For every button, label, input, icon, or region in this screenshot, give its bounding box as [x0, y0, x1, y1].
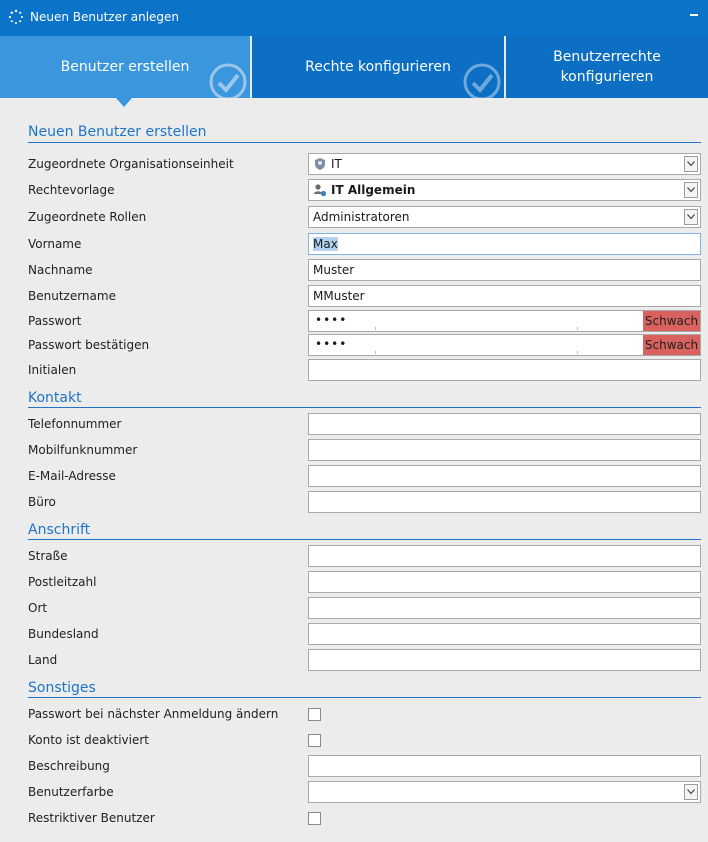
first-name-input[interactable]	[308, 233, 701, 255]
loading-spinner-icon	[8, 9, 24, 25]
wizard-step-configure-user-rights[interactable]	[506, 36, 708, 98]
phone-input[interactable]	[308, 413, 701, 435]
minimize-button[interactable]	[686, 5, 702, 21]
description-input[interactable]	[308, 755, 701, 777]
street-input[interactable]	[308, 545, 701, 567]
mobile-label: Mobilfunknummer	[28, 443, 138, 457]
email-input[interactable]	[308, 465, 701, 487]
password-input[interactable]	[308, 310, 701, 332]
user-color-label: Benutzerfarbe	[28, 785, 114, 799]
title-bar	[0, 0, 708, 36]
password-confirm-strength-badge: Schwach	[643, 335, 700, 355]
roles-value: Administratoren	[313, 210, 410, 224]
password-confirm-label: Passwort bestätigen	[28, 338, 150, 352]
change-pw-next-login-checkbox[interactable]	[308, 708, 321, 721]
password-strength-badge: Schwach	[643, 311, 700, 331]
org-unit-label: Zugeordnete Organisationseinheit	[28, 157, 234, 171]
restrictive-user-checkbox[interactable]	[308, 812, 321, 825]
wizard-steps	[0, 36, 708, 98]
last-name-label: Nachname	[28, 263, 93, 277]
chevron-down-icon[interactable]	[684, 209, 698, 225]
password-confirm-value: ••••	[315, 337, 348, 351]
roles-select[interactable]	[308, 206, 701, 228]
checkmark-icon	[462, 62, 502, 98]
first-name-value: Max	[313, 237, 338, 251]
section-divider	[28, 539, 701, 540]
wizard-step-label: Benutzerrechte konfigurieren	[553, 49, 661, 85]
password-confirm-input[interactable]	[308, 334, 701, 356]
office-label: Büro	[28, 495, 56, 509]
postal-code-label: Postleitzahl	[28, 575, 97, 589]
section-title-address: Anschrift	[28, 522, 91, 538]
rights-template-label: Rechtevorlage	[28, 183, 115, 197]
section-divider	[28, 142, 701, 143]
roles-label: Zugeordnete Rollen	[28, 210, 147, 224]
section-title-contact: Kontakt	[28, 390, 82, 406]
state-input[interactable]	[308, 623, 701, 645]
state-label: Bundesland	[28, 627, 99, 641]
account-disabled-checkbox[interactable]	[308, 734, 321, 747]
street-label: Straße	[28, 549, 68, 563]
chevron-down-icon[interactable]	[684, 156, 698, 172]
city-input[interactable]	[308, 597, 701, 619]
account-disabled-label: Konto ist deaktiviert	[28, 733, 149, 747]
first-name-label: Vorname	[28, 237, 82, 251]
section-divider	[28, 697, 701, 698]
username-input[interactable]: MMuster	[308, 285, 701, 307]
user-color-select[interactable]	[308, 781, 701, 803]
section-divider	[28, 407, 701, 408]
strength-tick	[375, 327, 376, 330]
org-unit-select[interactable]	[308, 153, 701, 175]
email-label: E-Mail-Adresse	[28, 469, 116, 483]
restrictive-user-label: Restriktiver Benutzer	[28, 811, 155, 825]
wizard-step-create-user[interactable]	[0, 36, 250, 98]
strength-tick	[375, 351, 376, 354]
initials-input[interactable]	[308, 359, 701, 381]
country-label: Land	[28, 653, 58, 667]
username-label: Benutzername	[28, 289, 116, 303]
organisation-unit-icon	[313, 157, 327, 171]
wizard-step-label: Rechte konfigurieren	[305, 59, 451, 75]
initials-label: Initialen	[28, 363, 77, 377]
phone-label: Telefonnummer	[28, 417, 122, 431]
postal-code-input[interactable]	[308, 571, 701, 593]
section-title-other: Sonstiges	[28, 680, 96, 696]
rights-template-icon	[313, 183, 327, 197]
rights-template-select[interactable]	[308, 179, 701, 201]
checkmark-icon	[208, 62, 248, 98]
change-pw-next-login-label: Passwort bei nächster Anmeldung ändern	[28, 707, 279, 721]
wizard-step-configure-rights[interactable]	[252, 36, 504, 98]
chevron-down-icon[interactable]	[684, 182, 698, 198]
wizard-step-label: Benutzer erstellen	[60, 59, 190, 75]
office-input[interactable]	[308, 491, 701, 513]
chevron-down-icon[interactable]	[684, 784, 698, 800]
rights-template-value: IT Allgemein	[331, 183, 416, 197]
active-step-pointer	[116, 98, 132, 107]
strength-tick	[577, 327, 578, 330]
country-input[interactable]	[308, 649, 701, 671]
section-title-create-user: Neuen Benutzer erstellen	[28, 124, 207, 140]
window-title: Neuen Benutzer anlegen	[30, 10, 180, 24]
strength-tick	[577, 351, 578, 354]
password-value: ••••	[315, 313, 348, 327]
city-label: Ort	[28, 601, 48, 615]
description-label: Beschreibung	[28, 759, 110, 773]
org-unit-value: IT	[331, 157, 342, 171]
last-name-input[interactable]: Muster	[308, 259, 701, 281]
mobile-input[interactable]	[308, 439, 701, 461]
password-label: Passwort	[28, 314, 82, 328]
